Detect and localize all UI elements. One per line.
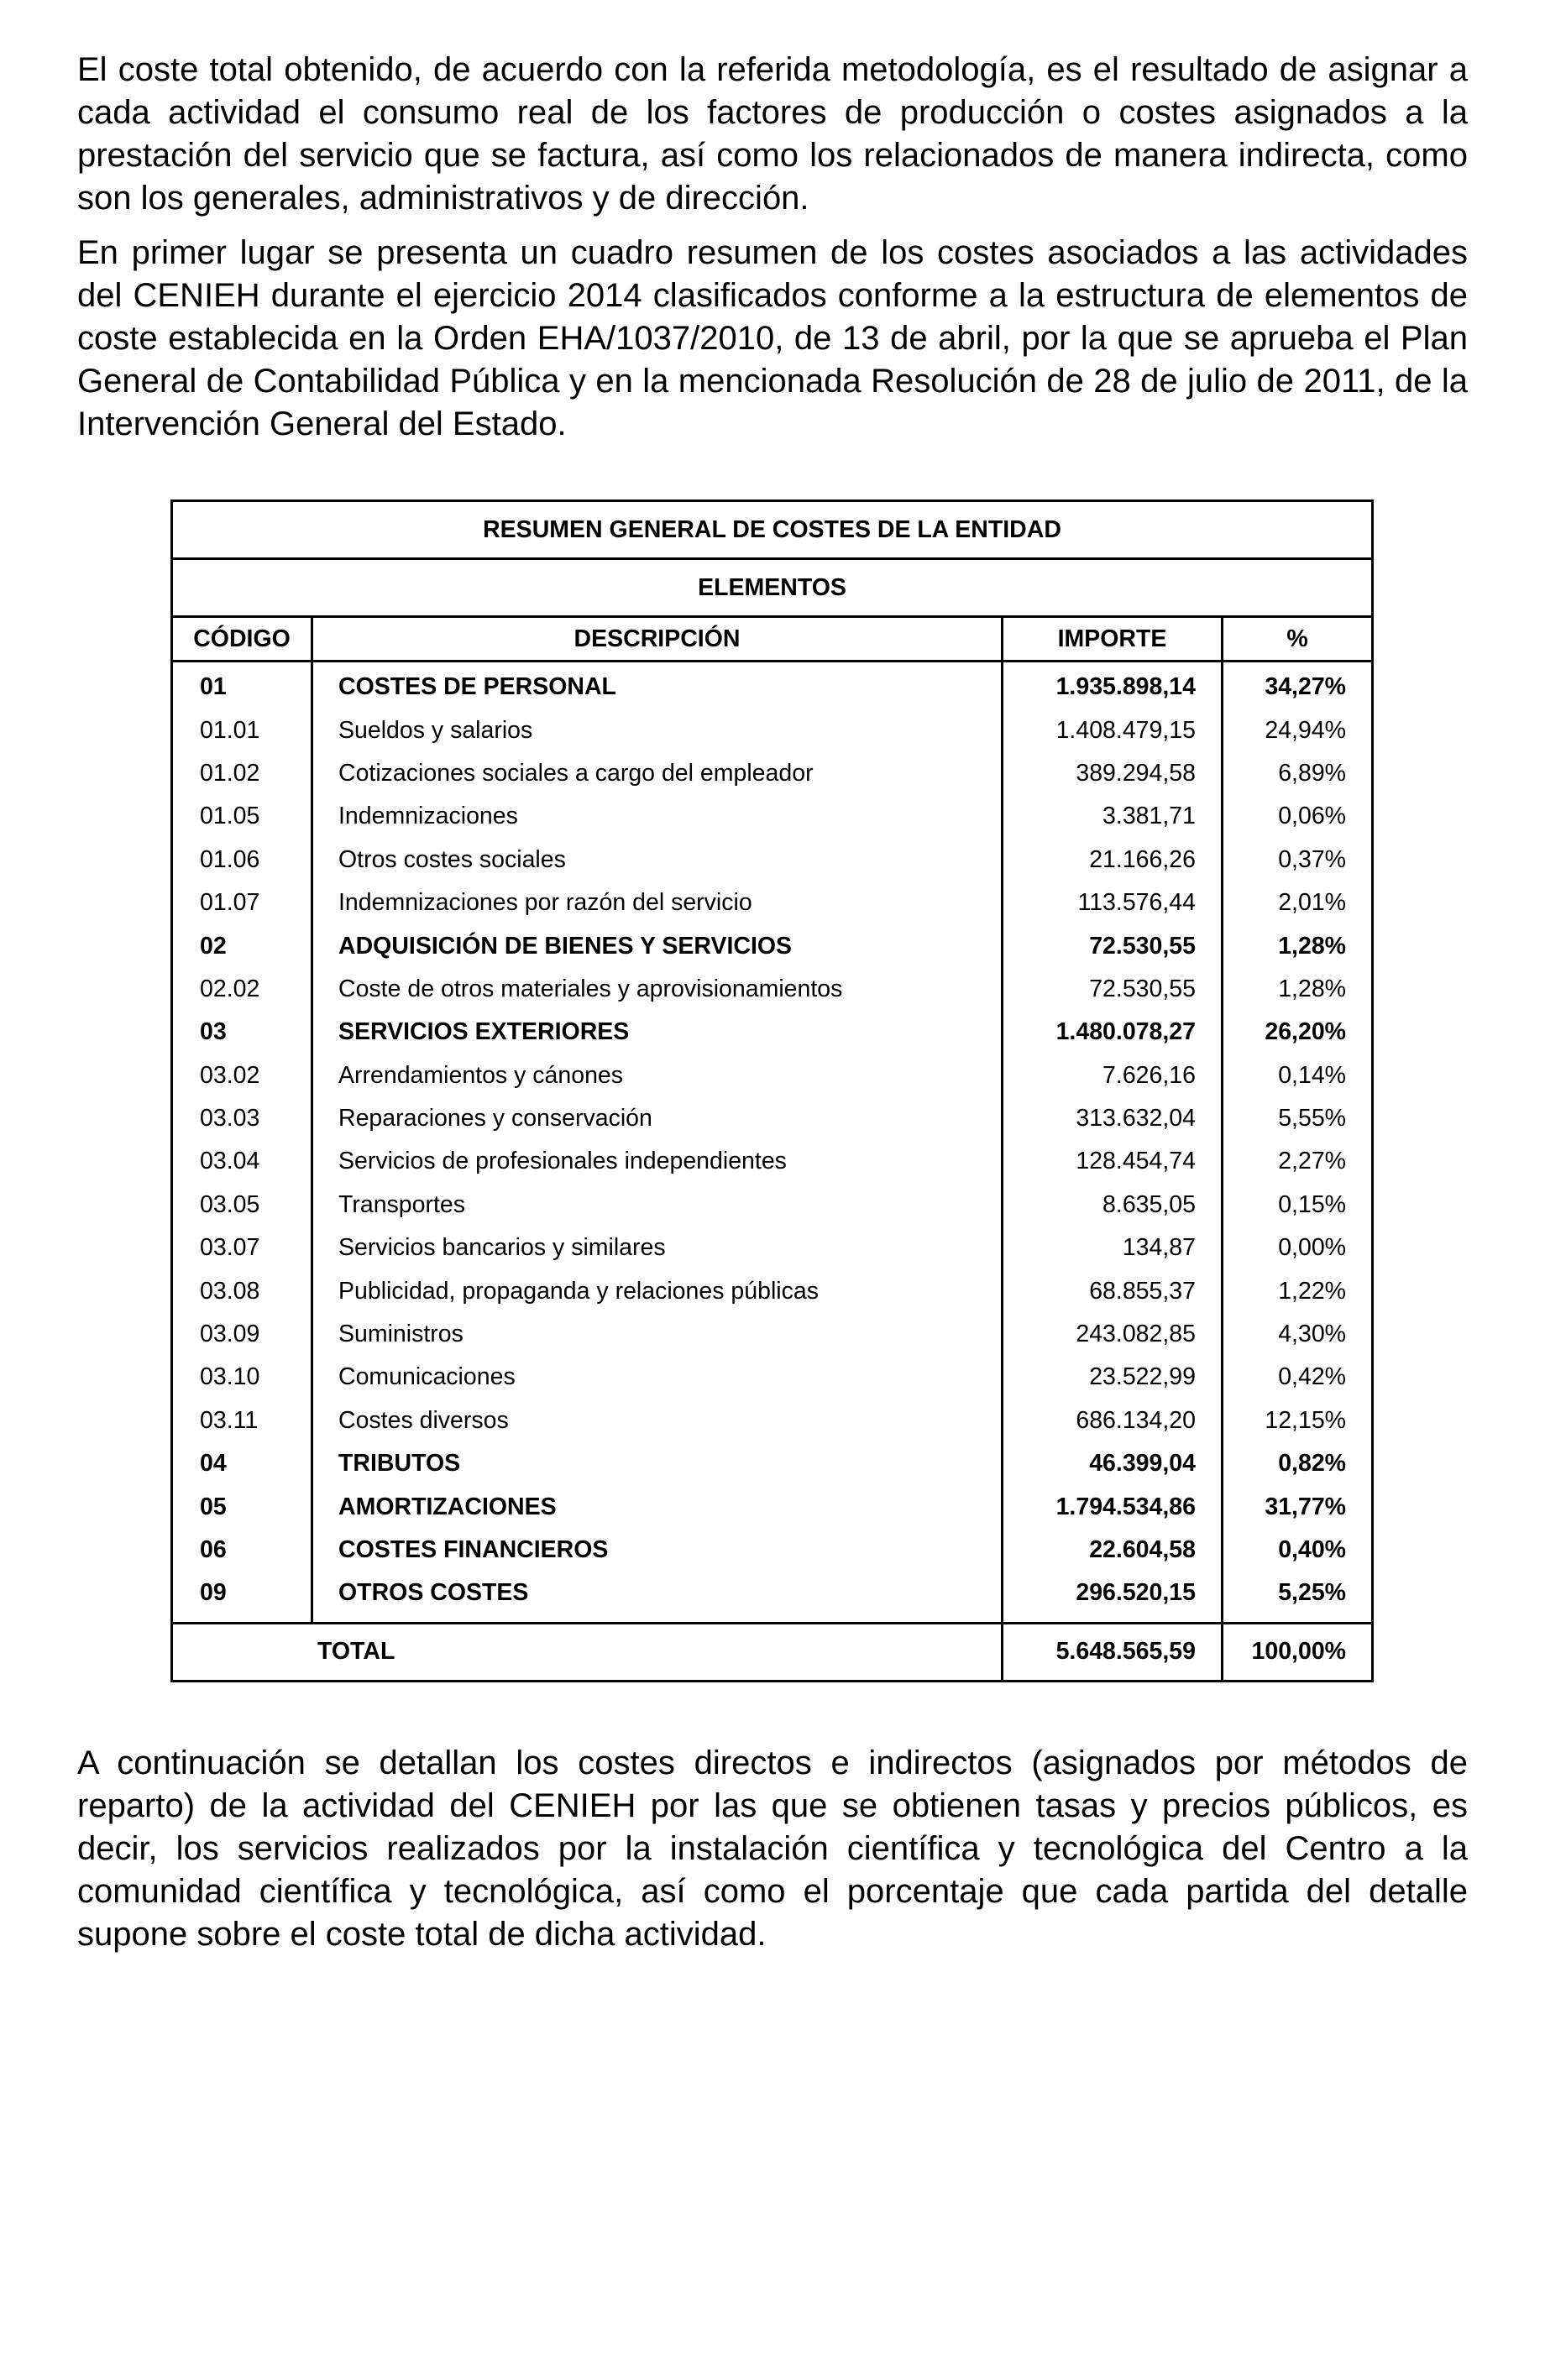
row-amount: 68.855,37 [1003,1269,1223,1312]
row-amount: 296.520,15 [1003,1572,1223,1623]
table-row [172,881,1373,924]
header-percent: % [1223,617,1373,662]
table-row [172,1485,1373,1528]
row-amount: 1.935.898,14 [1003,662,1223,709]
row-percent: 26,20% [1265,1018,1347,1046]
row-description: Coste de otros materiales y aprovisionamientos [312,968,1003,1011]
row-code: 01.07 [172,881,312,924]
table-row [172,1227,1373,1269]
row-amount: 72.530,55 [1003,968,1223,1011]
table-row [172,1442,1373,1485]
row-amount: 22.604,58 [1003,1529,1223,1572]
row-description: ADQUISICIÓN DE BIENES Y SERVICIOS [312,924,1003,967]
row-description: AMORTIZACIONES [312,1485,1003,1528]
row-amount: 23.522,99 [1003,1356,1223,1399]
table-title-row [172,501,1373,559]
row-code: 03.04 [172,1140,312,1183]
table-row [172,1572,1373,1623]
row-amount: 7.626,16 [1003,1054,1223,1097]
row-percent: 0,15% [1278,1190,1347,1218]
row-amount: 134,87 [1003,1227,1223,1269]
row-description: Comunicaciones [312,1356,1003,1399]
table-row [172,1269,1373,1312]
row-percent: 0,40% [1278,1536,1347,1563]
row-code: 01.01 [172,709,312,751]
header-description: DESCRIPCIÓN [312,617,1003,662]
row-percent: 24,94% [1265,716,1347,744]
row-amount: 313.632,04 [1003,1097,1223,1140]
cost-summary-table [170,500,1374,1682]
row-percent: 34,27% [1265,673,1347,701]
row-code: 04 [172,1442,312,1485]
row-amount: 21.166,26 [1003,839,1223,881]
row-percent: 5,25% [1278,1579,1347,1607]
row-code: 09 [172,1572,312,1623]
row-code: 01 [172,662,312,709]
row-percent: 5,55% [1278,1105,1347,1132]
row-percent: 1,28% [1278,975,1347,1002]
row-description: Servicios de profesionales independientes [312,1140,1003,1183]
row-code: 03.10 [172,1356,312,1399]
row-percent: 12,15% [1265,1406,1347,1434]
row-amount: 72.530,55 [1003,924,1223,967]
row-percent: 0,14% [1278,1061,1347,1089]
table-header-row [172,617,1373,662]
row-description: Otros costes sociales [312,839,1003,881]
table-row [172,1011,1373,1054]
row-description: Servicios bancarios y similares [312,1227,1003,1269]
row-amount: 389.294,58 [1003,752,1223,795]
row-description: Suministros [312,1313,1003,1356]
row-code: 03.05 [172,1184,312,1227]
row-amount: 1.480.078,27 [1003,1011,1223,1054]
table-row [172,752,1373,795]
row-amount: 243.082,85 [1003,1313,1223,1356]
table-row [172,968,1373,1011]
row-code: 03.08 [172,1269,312,1312]
table-row [172,1184,1373,1227]
table-row [172,1399,1373,1442]
row-description: SERVICIOS EXTERIORES [312,1011,1003,1054]
row-description: Sueldos y salarios [312,709,1003,751]
row-amount: 1.408.479,15 [1003,709,1223,751]
row-amount: 128.454,74 [1003,1140,1223,1183]
table-row [172,795,1373,838]
table-row [172,1097,1373,1140]
row-amount: 1.794.534,86 [1003,1485,1223,1528]
total-amount: 5.648.565,59 [1003,1623,1223,1681]
row-percent: 1,28% [1278,932,1347,960]
row-amount: 686.134,20 [1003,1399,1223,1442]
table-row [172,1054,1373,1097]
row-code: 02 [172,924,312,967]
row-code: 03.03 [172,1097,312,1140]
intro-paragraph: El coste total obtenido, de acuerdo con la referida metodología, es el resultado de asignar a cada actividad el consumo real de los factores de producción o costes asignados a la prestación del servicio que se factura, así como los relacionados de manera indirecta, como son los generales, administrativos y de dirección. [77,51,1468,217]
row-description: Cotizaciones sociales a cargo del empleador [312,752,1003,795]
row-description: Reparaciones y conservación [312,1097,1003,1140]
detail-intro-paragraph: A continuación se detallan los costes directos e indirectos (asignados por métodos de reparto) de la actividad del CENIEH por las que se obtienen tasas y precios públicos, es decir, los servicios realizados por la instalación científica y tecnológica del Centro a la comunidad científica y tecnológica, así como el porcentaje que cada partida del detalle supone sobre el coste total de dicha actividad. [77,1744,1468,1953]
row-percent: 0,37% [1278,845,1347,873]
row-percent: 31,77% [1265,1493,1347,1520]
row-code: 03.02 [172,1054,312,1097]
row-percent: 1,22% [1278,1277,1347,1305]
table-subtitle: ELEMENTOS [172,559,1373,617]
summary-intro-paragraph: En primer lugar se presenta un cuadro resumen de los costes asociados a las actividades del CENIEH durante el ejercicio 2014 clasificados conforme a la estructura de elementos de coste establecida en la Orden EHA/1037/2010, de 13 de abril, por la que se aprueba el Plan General de Contabilidad Pública y en la mencionada Resolución de 28 de julio de 2011, de la Intervención General del Estado. [77,234,1468,442]
table-row [172,709,1373,751]
row-code: 03.07 [172,1227,312,1269]
row-code: 05 [172,1485,312,1528]
row-description: Publicidad, propaganda y relaciones públicas [312,1269,1003,1312]
row-description: Indemnizaciones por razón del servicio [312,881,1003,924]
row-code: 01.05 [172,795,312,838]
row-description: COSTES FINANCIEROS [312,1529,1003,1572]
header-code: CÓDIGO [172,617,312,662]
row-percent: 4,30% [1278,1321,1347,1348]
row-amount: 46.399,04 [1003,1442,1223,1485]
row-code: 03.11 [172,1399,312,1442]
total-percent: 100,00% [1223,1623,1373,1681]
row-percent: 2,27% [1278,1148,1347,1175]
row-code: 03.09 [172,1313,312,1356]
row-amount: 113.576,44 [1003,881,1223,924]
header-amount: IMPORTE [1003,617,1223,662]
table-subtitle-row [172,559,1373,617]
row-amount: 8.635,05 [1003,1184,1223,1227]
table-row [172,839,1373,881]
row-percent: 0,06% [1278,803,1347,830]
table-row [172,924,1373,967]
total-row [172,1623,1373,1681]
row-description: Transportes [312,1184,1003,1227]
row-amount: 3.381,71 [1003,795,1223,838]
row-description: Arrendamientos y cánones [312,1054,1003,1097]
row-description: OTROS COSTES [312,1572,1003,1623]
row-percent: 6,89% [1278,759,1347,787]
row-description: Indemnizaciones [312,795,1003,838]
table-row [172,662,1373,709]
row-percent: 2,01% [1278,889,1347,917]
row-code: 01.06 [172,839,312,881]
table-row [172,1313,1373,1356]
table-title: RESUMEN GENERAL DE COSTES DE LA ENTIDAD [172,501,1373,559]
row-percent: 0,00% [1278,1234,1347,1262]
row-description: Costes diversos [312,1399,1003,1442]
row-code: 06 [172,1529,312,1572]
table-row [172,1140,1373,1183]
table-row [172,1356,1373,1399]
row-code: 02.02 [172,968,312,1011]
table-row [172,1529,1373,1572]
total-label: TOTAL [172,1623,1003,1681]
row-description: COSTES DE PERSONAL [312,662,1003,709]
row-code: 03 [172,1011,312,1054]
row-percent: 0,42% [1278,1363,1347,1391]
row-code: 01.02 [172,752,312,795]
row-description: TRIBUTOS [312,1442,1003,1485]
row-percent: 0,82% [1278,1450,1347,1478]
